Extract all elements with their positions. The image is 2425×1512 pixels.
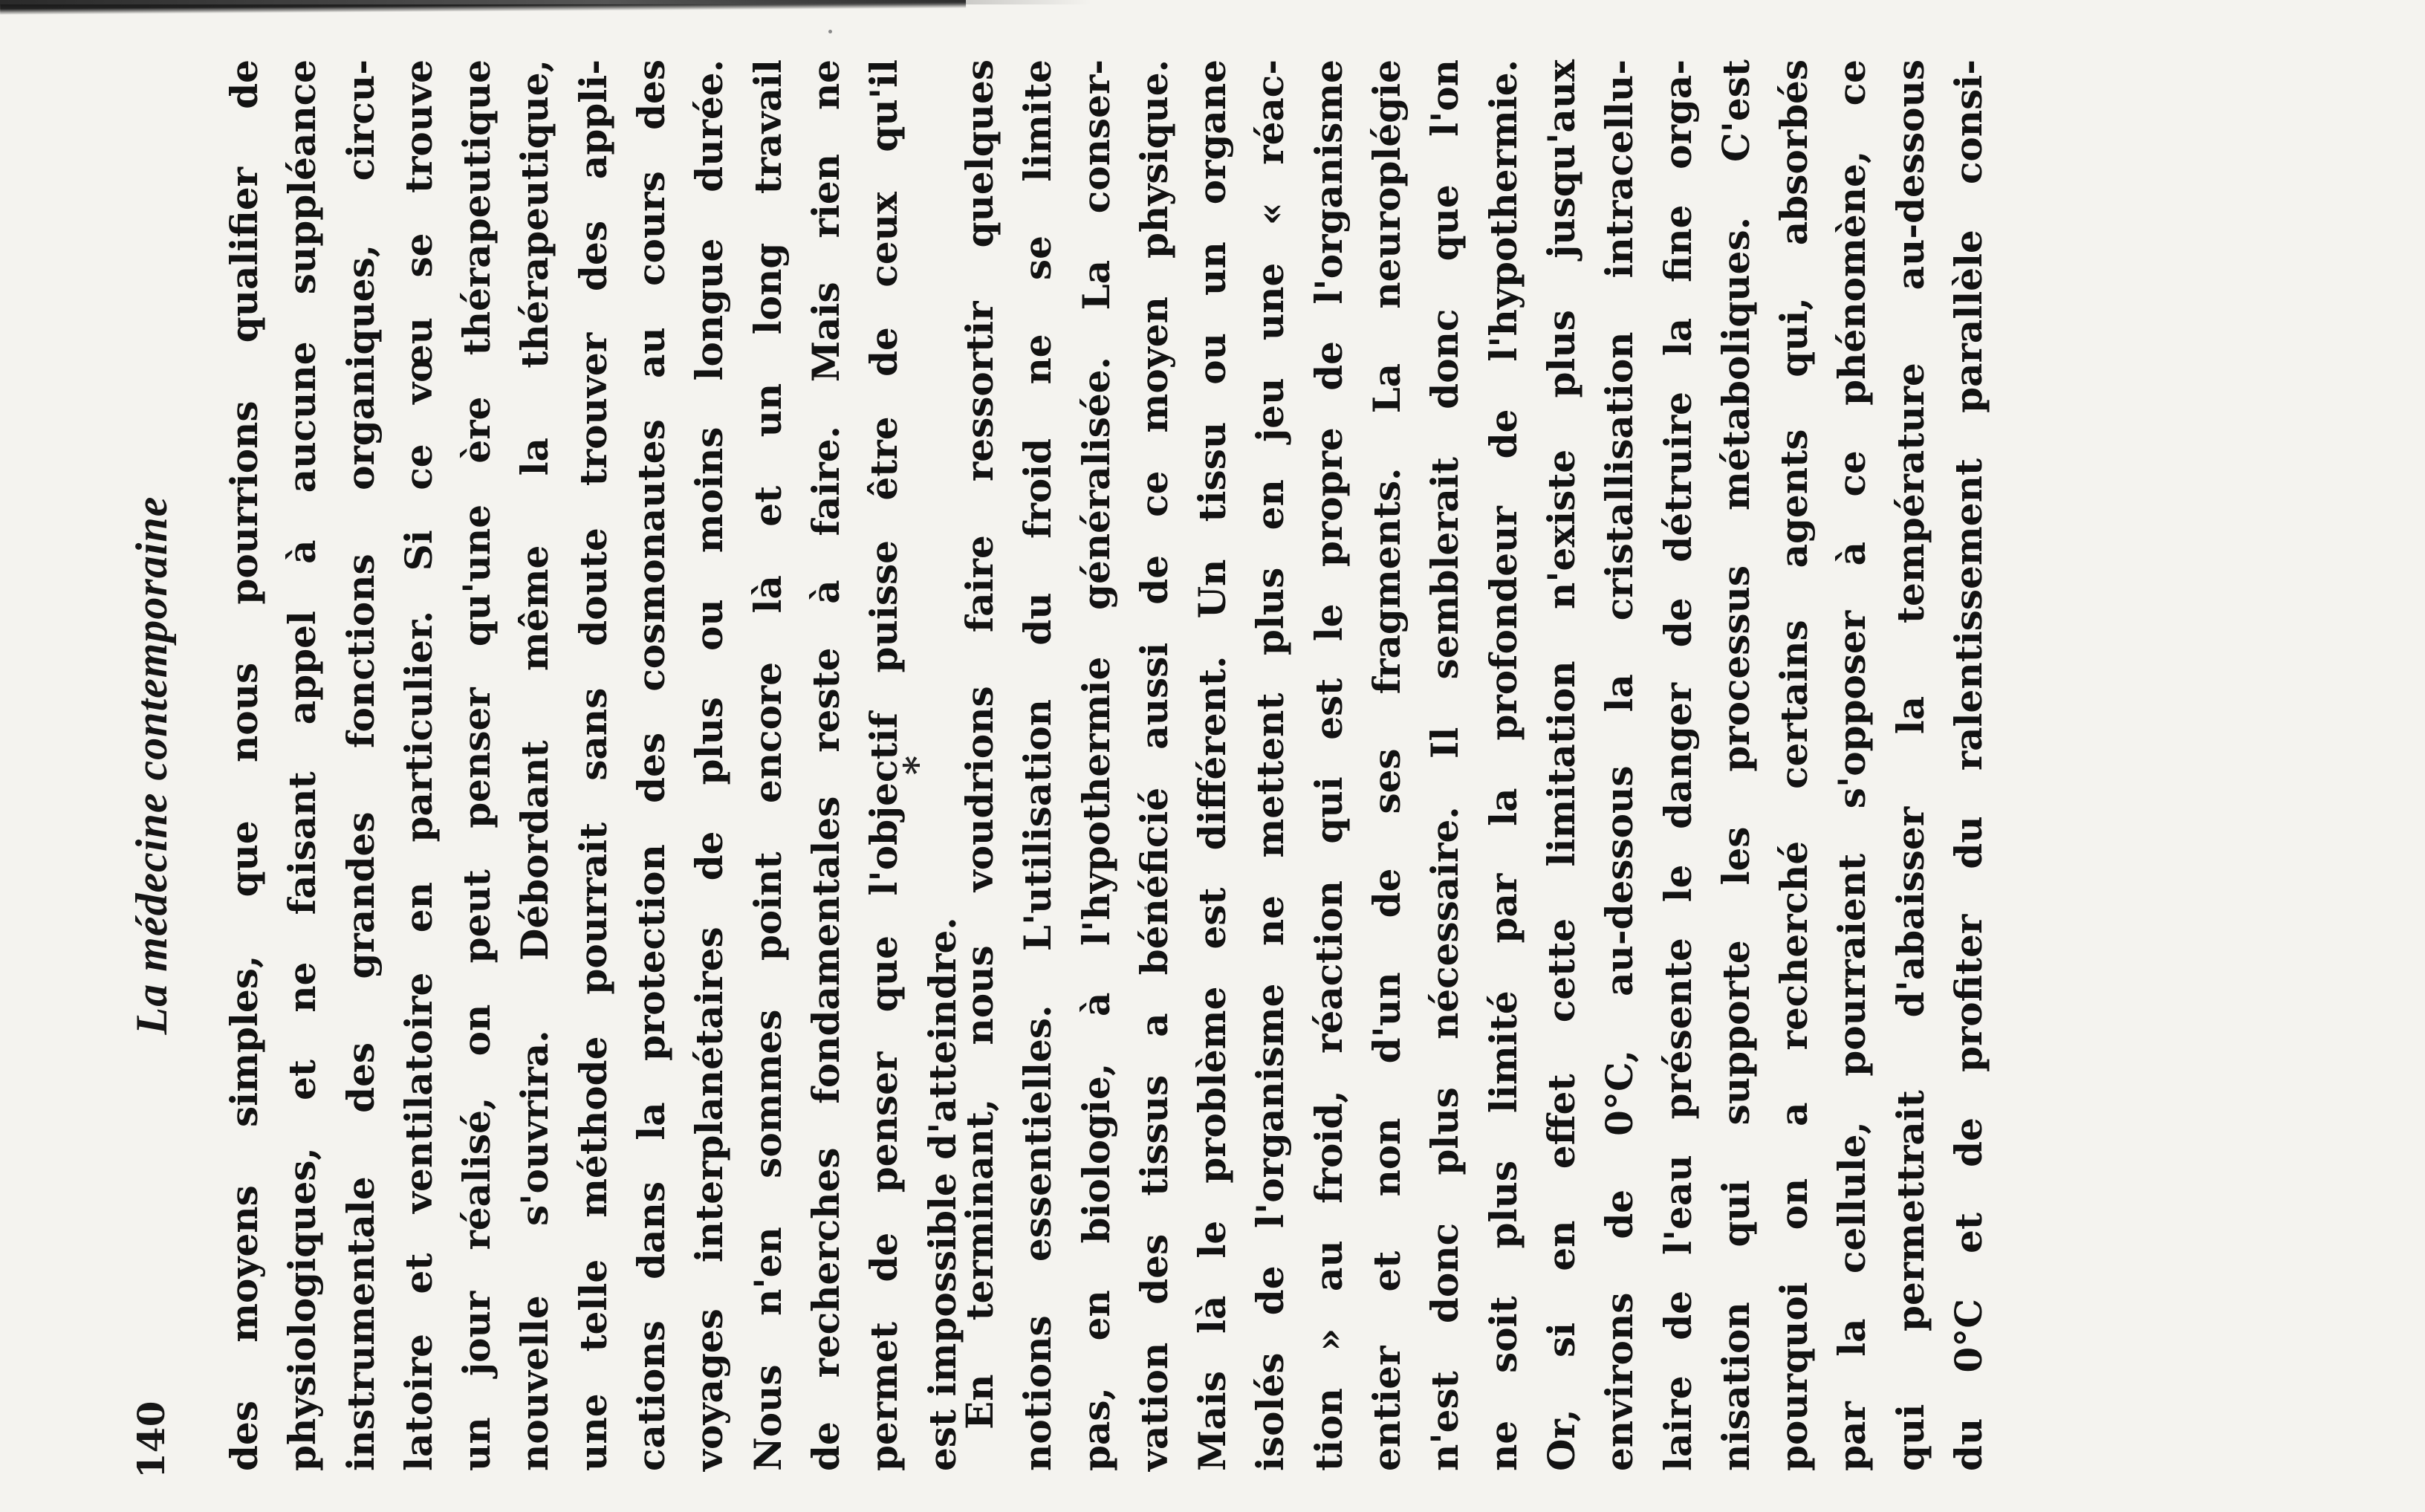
running-title: La médecine contemporaine — [127, 496, 176, 1035]
rotated-book-page — [126, 37, 2266, 1493]
text-line: un jour réalisé, on peut penser qu'une ère thérapeutique — [455, 59, 499, 1471]
text-line: latoire et ventilatoire en particulier. Si ce vœu se trouve — [396, 59, 441, 1471]
text-line: ne soit plus limité par la profondeur de l'hypothermie. — [1481, 59, 1525, 1471]
text-line: physiologiques, et ne faisant appel à aucune suppléance — [280, 59, 325, 1471]
text-line: Or, si en effet cette limitation n'existe plus jusqu'aux — [1539, 59, 1583, 1471]
text-line: n'est donc plus nécessaire. Il semblerait donc que l'on — [1423, 59, 1467, 1471]
text-line: qui permettrait d'abaisser la température au-dessous — [1888, 59, 1932, 1471]
text-line: nisation qui supporte les processus métaboliques. C'est — [1713, 59, 1758, 1471]
text-line: de recherches fondamentales reste à faire. Mais rien ne — [803, 59, 848, 1471]
text-line: pas, en biologie, à l'hypothermie généralisée. La conser- — [1074, 59, 1118, 1471]
text-line: entier et non d'un de ses fragments. La neuroplégie — [1365, 59, 1409, 1471]
text-line: notions essentielles. L'utilisation du froid ne se limite — [1016, 59, 1060, 1471]
text-line: Nous n'en sommes point encore là et un long travail — [745, 59, 790, 1471]
scan-border — [0, 0, 2425, 4]
text-line: permet de penser que l'objectif puisse être de ceux qu'il — [862, 59, 906, 1471]
section-separator-asterisk: * — [895, 755, 939, 776]
text-line: vation des tissus a bénéficié aussi de ce moyen physique. — [1132, 59, 1176, 1471]
running-head — [126, 37, 204, 1493]
text-line: est impossible d'atteindre. — [920, 917, 964, 1471]
text-line: une telle méthode pourrait sans doute trouver des appli- — [571, 59, 615, 1471]
text-line: des moyens simples, que nous pourrions qualifier de — [222, 59, 266, 1471]
text-line: par la cellule, pourraient s'opposer à ce phénomène, ce — [1830, 59, 1874, 1471]
text-line: voyages interplanétaires de plus ou moins longue durée. — [687, 59, 732, 1471]
text-line: isolés de l'organisme ne mettent plus en jeu une « réac- — [1248, 59, 1293, 1471]
page-number: 140 — [129, 1401, 173, 1479]
text-line: du 0°C et de profiter du ralentissement parallèle consi- — [1947, 59, 1991, 1471]
text-line: En terminant, nous voudrions faire ressortir quelques — [958, 59, 1002, 1430]
text-line: nouvelle s'ouvrira. Débordant même la thérapeutique, — [513, 59, 557, 1471]
scan-speck — [828, 30, 832, 33]
text-line: Mais là le problème est différent. Un tissu ou un organe — [1190, 59, 1235, 1471]
text-line: environs de 0°C, au-dessous la cristallisation intracellu- — [1597, 59, 1642, 1471]
text-line: laire de l'eau présente le danger de détruire la fine orga- — [1655, 59, 1700, 1471]
text-line: cations dans la protection des cosmonautes au cours des — [629, 59, 674, 1471]
text-line: pourquoi on a recherché certains agents qui, absorbés — [1772, 59, 1817, 1471]
text-line: tion » au froid, réaction qui est le propre de l'organisme — [1306, 59, 1351, 1471]
text-line: instrumentale des grandes fonctions organiques, circu- — [338, 59, 383, 1471]
paragraph-continuation — [215, 59, 972, 1471]
paragraph-conclusion — [951, 59, 1998, 1471]
